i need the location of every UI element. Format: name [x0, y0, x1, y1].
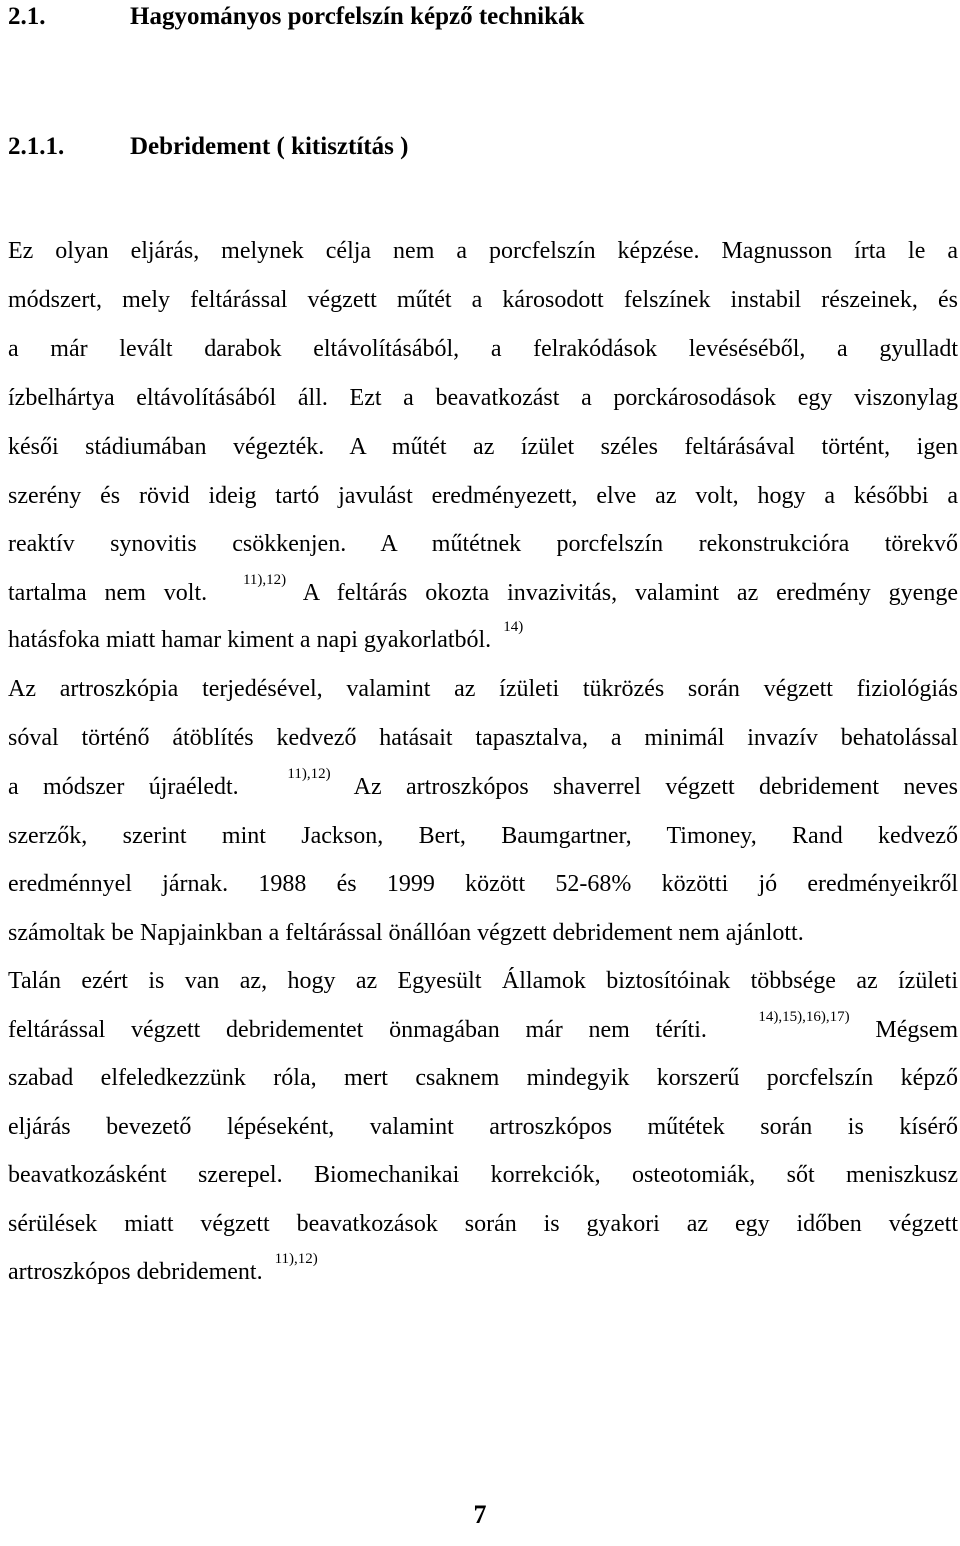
- text-line: beavatkozásként szerepel. Biomechanikai korrekciók, osteotomiák, sőt meniszkusz: [8, 1162, 958, 1188]
- text-line: eljárás bevezető lépéseként, valamint artroszkópos műtétek során is kísérő: [8, 1114, 958, 1140]
- text-line: feltárással végzett debridementet önmagában már nem téríti. $^{14),15),16),17)}$ Mégsem: [8, 1009, 959, 1043]
- text-line: a már levált darabok eltávolításából, a felrakódások levéséséből, a gyulladt: [8, 336, 958, 362]
- text-line: Talán ezért is van az, hogy az Egyesült Államok biztosítóinak többsége az ízületi: [8, 968, 958, 994]
- text-line: ízbelhártya eltávolításából áll. Ezt a beavatkozást a porckárosodások egy viszonylag: [8, 385, 958, 411]
- subsection-number: 2.1.1.: [8, 133, 65, 160]
- text-line: Ez olyan eljárás, melynek célja nem a porcfelszín képzése. Magnusson írta le a: [8, 238, 958, 264]
- text-line: Az artroszkópia terjedésével, valamint az ízületi tükrözés során végzett fiziológiás: [8, 676, 958, 702]
- text-line: szerzők, szerint mint Jackson, Bert, Baumgartner, Timoney, Rand kedvező: [8, 823, 958, 849]
- text-line: sérülések miatt végzett beavatkozások során is gyakori az egy időben végzett: [8, 1211, 958, 1237]
- text-line: késői stádiumában végezték. A műtét az ízület széles feltárásával történt, igen: [8, 434, 958, 460]
- subsection-title: Debridement ( kitisztítás ): [130, 133, 409, 160]
- page-number: 7: [473, 1500, 487, 1529]
- text-line: hatásfoka miatt hamar kiment a napi gyakorlatból. $^{14)}$: [8, 619, 524, 653]
- text-line: szabad elfeledkezzünk róla, mert csaknem mindegyik korszerű porcfelszín képző: [8, 1065, 958, 1091]
- text-line: módszert, mely feltárással végzett műtét a károsodott felszínek instabil részeinek, és: [8, 287, 958, 313]
- reference-marker: 11),12): [242, 572, 287, 588]
- text-line: eredménnyel járnak. 1988 és 1999 között 52-68% közötti jó eredményeikről: [8, 871, 958, 897]
- text-line: szerény és rövid ideig tartó javulást eredményezett, elve az volt, hogy a későbbi a: [8, 483, 958, 509]
- text-line: sóval történő átöblítés kedvező hatásait tapasztalva, a minimál invazív behatolással: [8, 725, 958, 751]
- reference-marker: 11),12): [274, 1251, 318, 1267]
- subsection-heading: [8, 132, 409, 162]
- text-line: reaktív synovitis csökkenjen. A műtétnek porcfelszín rekonstrukcióra törekvő: [8, 531, 958, 557]
- text-line: artroszkópos debridement. $^{11),12)}$: [8, 1251, 318, 1285]
- reference-marker: 11),12): [287, 766, 331, 782]
- section-title: Hagyományos porcfelszín képző technikák: [130, 3, 585, 30]
- text-line: a módszer újraéledt. $^{11),12)}$ Az artroszkópos shaverrel végzett debridement neves: [8, 766, 959, 800]
- reference-marker: 14),15),16),17): [758, 1009, 850, 1025]
- reference-marker: 14): [503, 619, 524, 635]
- text-line: tartalma nem volt. $^{11),12)}$ A feltárás okozta invazivitás, valamint az eredmény gyenge: [8, 572, 958, 606]
- section-number: 2.1.: [8, 3, 46, 30]
- section-heading: [8, 2, 585, 32]
- text-line: számoltak be Napjainkban a feltárással önállóan végzett debridement nem ajánlott.: [8, 920, 804, 946]
